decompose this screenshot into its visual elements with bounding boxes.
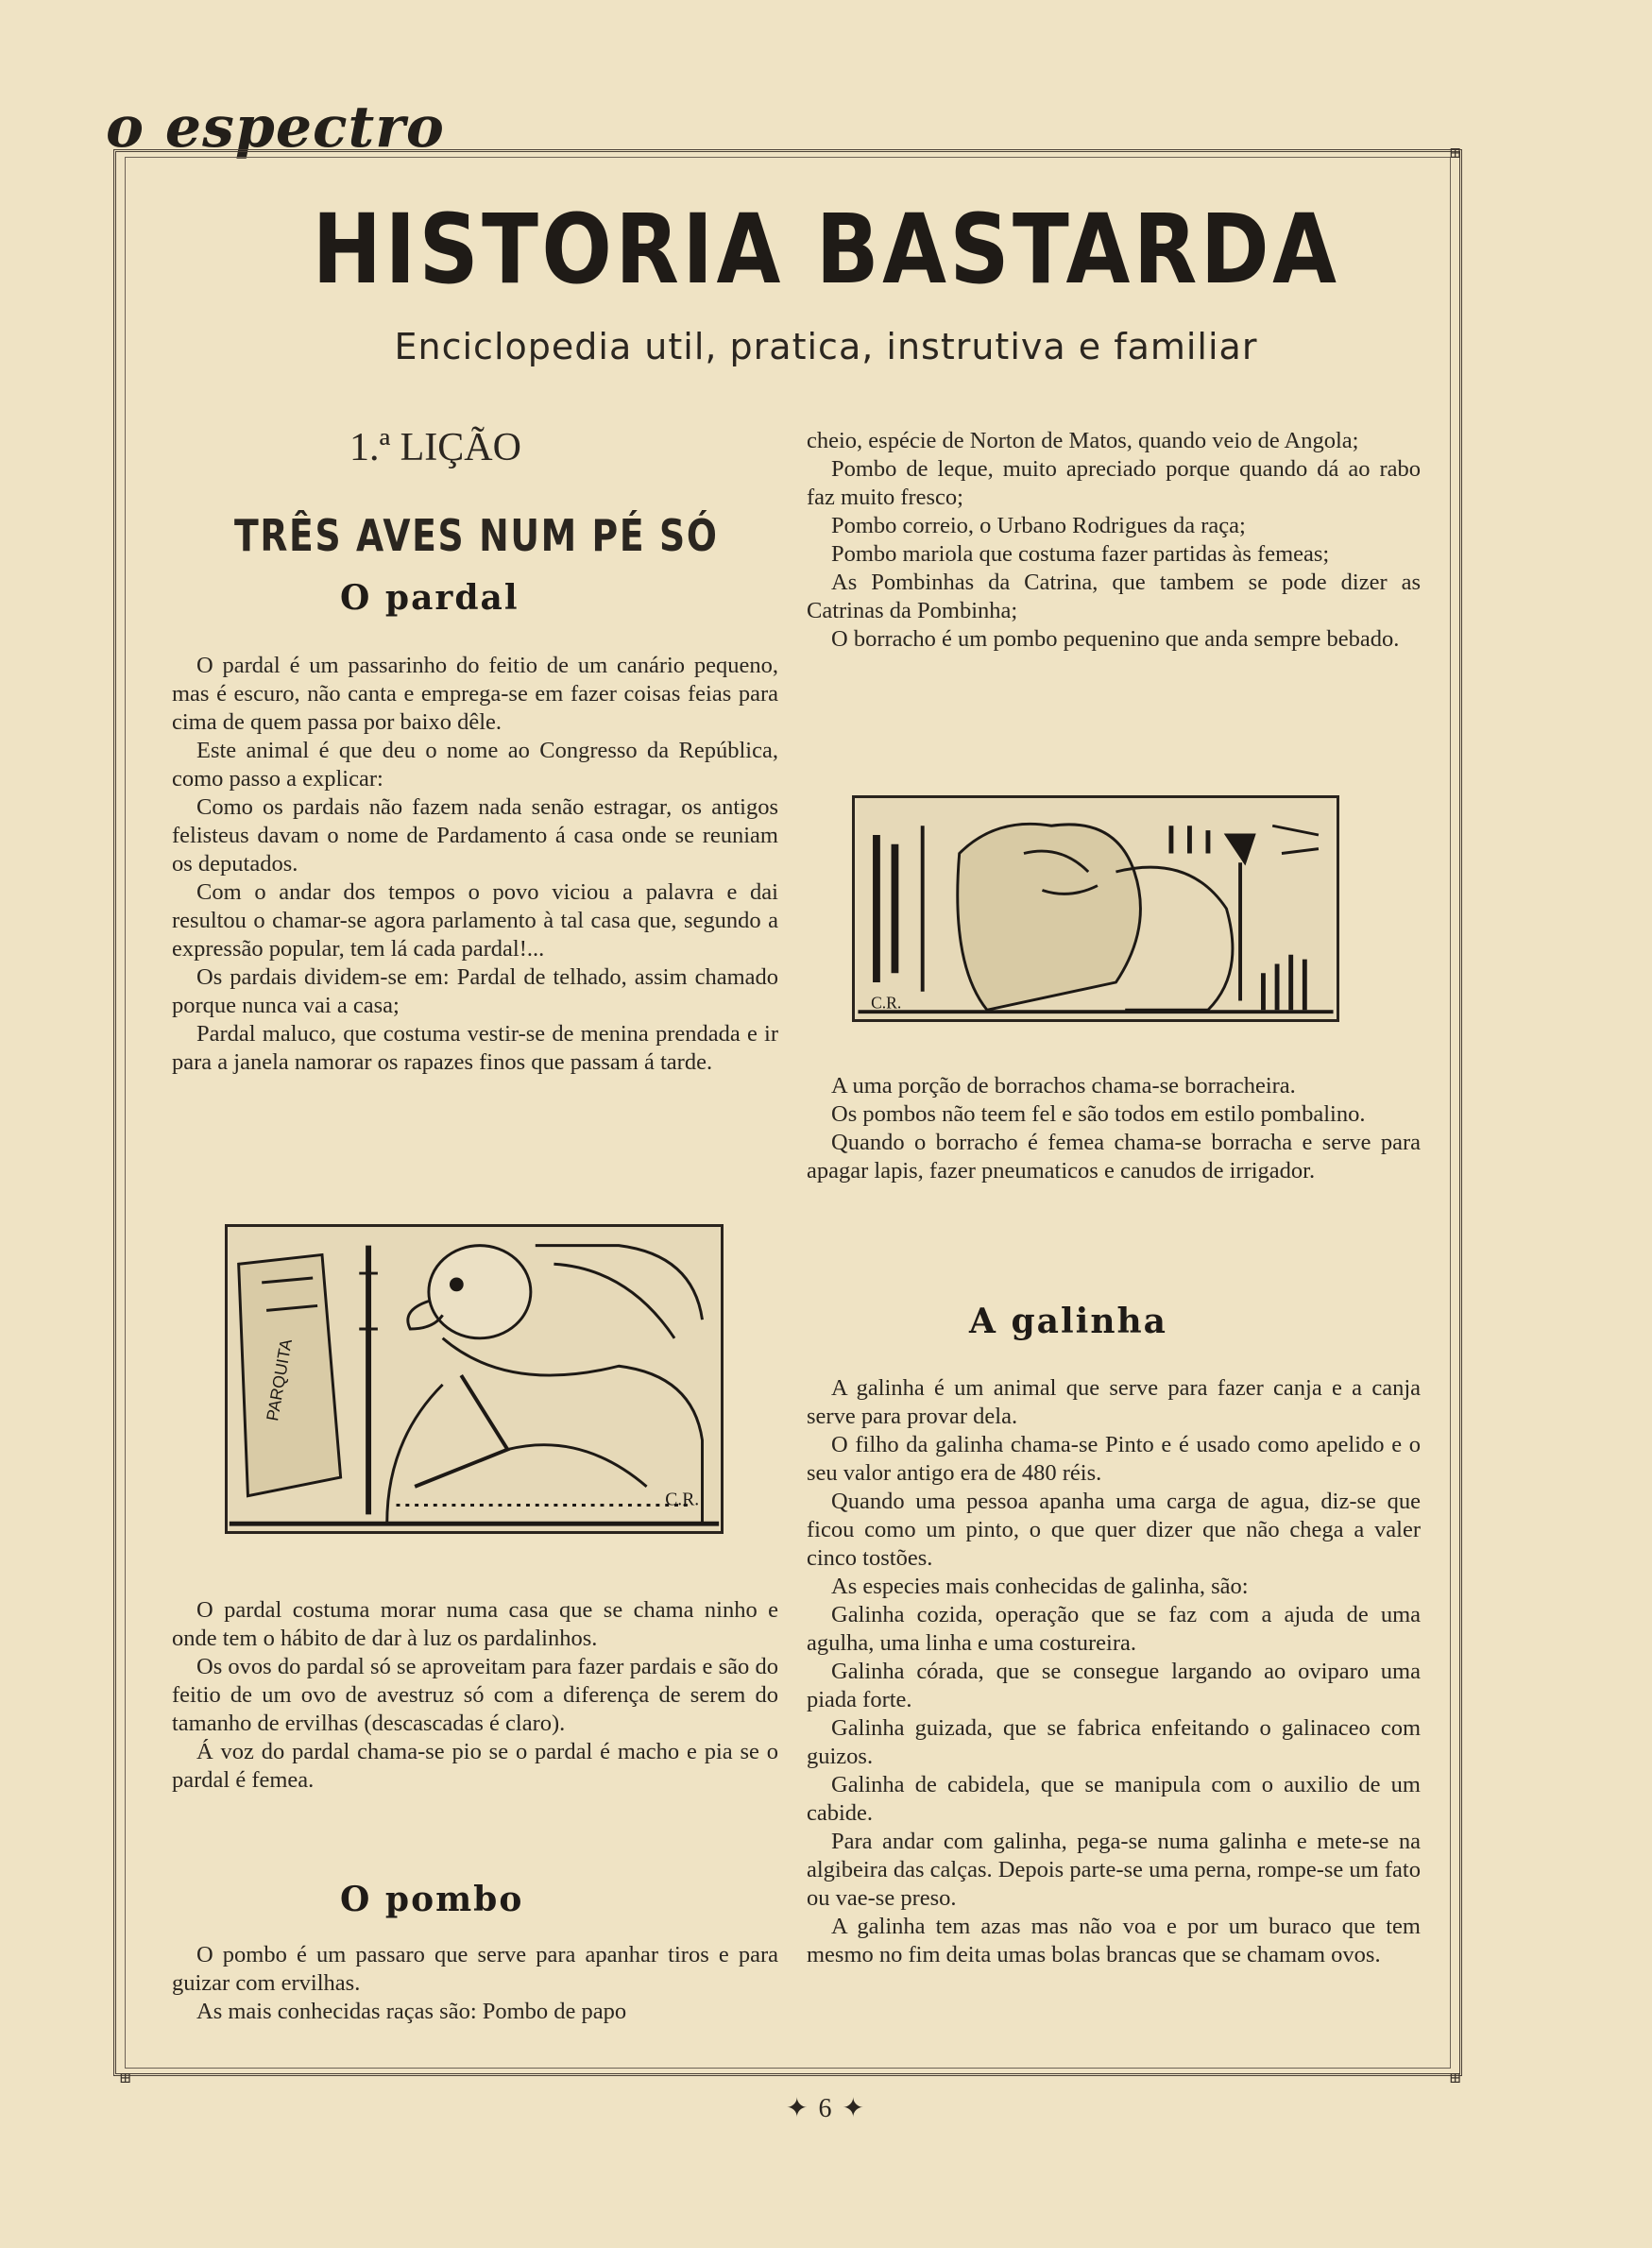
paragraph: A galinha é um animal que serve para fazer canja e a canja serve para provar dela.	[807, 1375, 1421, 1429]
section-heading-pardal: O pardal	[340, 578, 519, 618]
page-subtitle: Enciclopedia util, pratica, instrutiva e familiar	[394, 326, 1258, 367]
paragraph: O borracho é um pombo pequenino que anda sempre bebado.	[831, 626, 1400, 652]
corner-ornament-icon: ⊞	[1449, 145, 1462, 162]
corner-ornament-icon: ⊞	[1449, 2070, 1462, 2086]
paragraph: Galinha cozida, operação que se faz com a ajuda de uma agulha, uma linha e uma costureira.	[807, 1602, 1421, 1656]
paragraph: Galinha de cabidela, que se manipula com o auxilio de um cabide.	[807, 1772, 1421, 1826]
paragraph: As Pombinhas da Catrina, que tambem se pode dizer as Catrinas da Pombinha;	[807, 570, 1421, 623]
paragraph: Galinha córada, que se consegue largando ao oviparo uma piada forte.	[807, 1659, 1421, 1712]
lesson-heading: 1.ª LIÇÃO	[349, 426, 521, 469]
cartoon-drawing	[228, 1227, 721, 1531]
paragraph: Quando uma pessoa apanha uma carga de agua, diz-se que ficou como um pinto, o que quer dizer que não chega a valer cinco tostões.	[807, 1489, 1421, 1571]
section-heading-pombo: O pombo	[340, 1880, 524, 1919]
paragraph: Galinha guizada, que se fabrica enfeitando o galinaceo com guizos.	[807, 1715, 1421, 1769]
paragraph: Pombo mariola que costuma fazer partidas às femeas;	[831, 541, 1330, 567]
paragraph: Pardal maluco, que costuma vestir-se de menina prendada e ir para a janela namorar os rapazes finos que passam á tarde.	[172, 1021, 778, 1075]
illustration-pombo	[852, 795, 1339, 1022]
article-column-left	[172, 652, 778, 1077]
paragraph: Quando o borracho é femea chama-se borracha e serve para apagar lapis, fazer pneumaticos e canudos de irrigador.	[807, 1130, 1421, 1184]
paragraph: Pombo de leque, muito apreciado porque quando dá ao rabo faz muito fresco;	[807, 456, 1421, 510]
article-column-right-continued	[807, 1072, 1421, 1185]
paragraph: Como os pardais não fazem nada senão estragar, os antigos felisteus davam o nome de Pardamento á casa onde se reuniam os deputados.	[172, 794, 778, 877]
page-title: HISTORIA BASTARDA	[312, 194, 1340, 306]
paragraph: cheio, espécie de Norton de Matos, quando veio de Angola;	[807, 428, 1359, 453]
lesson-subheading: TRÊS AVES NUM PÉ SÓ	[234, 510, 719, 561]
corner-ornament-icon: ⊞	[119, 2070, 132, 2086]
paragraph: As especies mais conhecidas de galinha, são:	[831, 1574, 1249, 1599]
page-number: ✦ 6 ✦	[786, 2094, 866, 2123]
article-column-right-galinha	[807, 1374, 1421, 1969]
illustration-signature: C.R.	[871, 993, 902, 1013]
paragraph: Os ovos do pardal só se aproveitam para fazer pardais e são do feitio de um ovo de avestruz só com a diferença de serem do tamanho de ervilhas (descascadas é claro).	[172, 1654, 778, 1736]
cartoon-drawing	[855, 798, 1337, 1019]
paragraph: A galinha tem azas mas não voa e por um buraco que tem mesmo no fim deita umas bolas brancas que se chamam ovos.	[807, 1914, 1421, 1967]
paragraph: O pardal costuma morar numa casa que se chama ninho e onde tem o hábito de dar à luz os pardalinhos.	[172, 1597, 778, 1651]
article-column-right	[807, 427, 1421, 654]
paragraph: O filho da galinha chama-se Pinto e é usado como apelido e o seu valor antigo era de 480 réis.	[807, 1432, 1421, 1486]
paragraph: Com o andar dos tempos o povo viciou a palavra e dai resultou o chamar-se agora parlamento à tal casa que, segundo a expressão popular, tem lá cada pardal!...	[172, 879, 778, 962]
paragraph: O pardal é um passarinho do feitio de um canário pequeno, mas é escuro, não canta e emprega-se em fazer coisas feias para cima de quem passa por baixo dêle.	[172, 653, 778, 735]
illustration-sign-text: PARQUITA	[263, 1337, 297, 1422]
paragraph: Á voz do pardal chama-se pio se o pardal é macho e pia se o pardal é femea.	[172, 1739, 778, 1793]
paragraph: Os pardais dividem-se em: Pardal de telhado, assim chamado porque nunca vai a casa;	[172, 964, 778, 1018]
section-heading-galinha: A galinha	[969, 1302, 1167, 1341]
paragraph: Para andar com galinha, pega-se numa galinha e mete-se na algibeira das calças. Depois parte-se uma perna, rompe-se um fato ou vae-se preso.	[807, 1829, 1421, 1911]
article-column-left-pombo	[172, 1941, 778, 2026]
masthead-logo: o espectro	[106, 94, 445, 161]
paragraph: Os pombos não teem fel e são todos em estilo pombalino.	[831, 1101, 1366, 1127]
paragraph: O pombo é um passaro que serve para apanhar tiros e para guizar com ervilhas.	[172, 1942, 778, 1996]
paragraph: As mais conhecidas raças são: Pombo de papo	[196, 1999, 627, 2024]
paragraph: A uma porção de borrachos chama-se borracheira.	[831, 1073, 1296, 1098]
illustration-signature: C.R.	[665, 1490, 700, 1510]
illustration-pardal	[225, 1224, 724, 1534]
paragraph: Este animal é que deu o nome ao Congresso da República, como passo a explicar:	[172, 738, 778, 792]
paragraph: Pombo correio, o Urbano Rodrigues da raça;	[831, 513, 1246, 538]
article-column-left-continued	[172, 1596, 778, 1795]
